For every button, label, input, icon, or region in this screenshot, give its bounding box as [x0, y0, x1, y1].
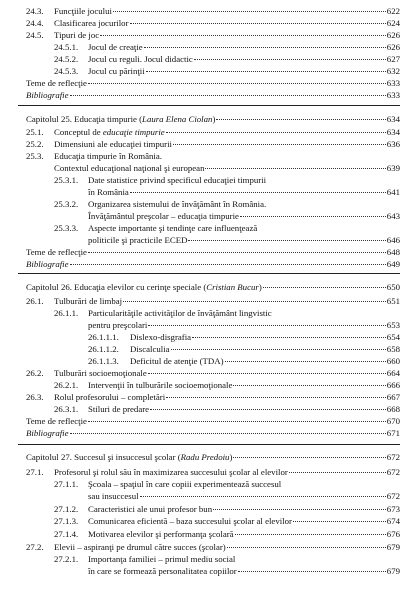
page-number: 668 — [386, 404, 400, 414]
section-number: 27.1.1. — [54, 479, 79, 489]
dot-leader — [192, 331, 386, 338]
dot-leader — [213, 503, 386, 510]
entry-title: Tipuri de joc — [54, 30, 100, 40]
page-number: 636 — [386, 139, 400, 149]
dot-leader — [130, 17, 386, 24]
page-number: 679 — [386, 566, 400, 576]
entry-title: Bibliografie — [26, 428, 69, 438]
toc-entry[interactable] — [54, 66, 400, 77]
toc-entry[interactable] — [26, 392, 400, 403]
entry-title: Organizarea sistemului de învăţământ în România. — [88, 199, 267, 209]
toc-entry-continuation[interactable] — [88, 187, 400, 198]
dot-leader — [88, 246, 386, 253]
dot-leader — [238, 565, 386, 572]
dot-leader — [70, 89, 386, 96]
dot-leader — [140, 490, 386, 497]
toc-entry[interactable] — [54, 529, 400, 540]
section-number: 27.2. — [26, 542, 44, 552]
entry-title: sau insuccesul — [88, 491, 139, 501]
toc-entry[interactable] — [54, 199, 266, 210]
dot-leader — [171, 343, 386, 350]
page-number: 672 — [386, 467, 400, 477]
entry-title: Intervenţii în tulburările socioemoţionale — [88, 380, 233, 390]
section-number: 26.1.1.1. — [88, 332, 119, 342]
section-number: 24.4. — [26, 18, 44, 28]
section-number: 26.2.1. — [54, 380, 79, 390]
entry-title: politicile şi practicile ECED — [88, 235, 188, 245]
toc-entry-continuation[interactable] — [88, 491, 400, 502]
page-number: 653 — [386, 320, 400, 330]
dot-leader — [173, 138, 386, 145]
page-number: 634 — [386, 114, 400, 124]
section-number: 24.5.2. — [54, 54, 79, 64]
dot-leader — [216, 113, 385, 120]
section-number: 24.5. — [26, 30, 44, 40]
entry-title: Discalculia — [130, 344, 170, 354]
dot-leader — [166, 126, 386, 133]
toc-entry[interactable] — [54, 380, 400, 391]
toc-entry[interactable] — [54, 223, 257, 234]
dot-leader — [113, 5, 386, 12]
entry-title: Dimensiuni ale educaţiei timpurii — [54, 139, 172, 149]
page-number: 643 — [386, 211, 400, 221]
page-number: 634 — [386, 127, 400, 137]
entry-title: Importanţa familiei – primul mediu social — [88, 554, 236, 564]
dot-leader — [70, 427, 386, 434]
page-number: 676 — [386, 529, 400, 539]
section-number: 27.1. — [26, 467, 44, 477]
page-number: 648 — [386, 247, 400, 257]
toc-entry-continuation[interactable] — [88, 320, 400, 331]
page-number: 679 — [386, 542, 400, 552]
entry-title: Rolul profesorului – completări — [54, 392, 166, 402]
section-number: 24.5.3. — [54, 66, 79, 76]
page-number: 658 — [386, 344, 400, 354]
toc-entry-continuation[interactable] — [88, 235, 400, 246]
section-divider — [18, 273, 400, 274]
page-number: 650 — [386, 282, 400, 292]
toc-entry[interactable] — [26, 78, 400, 89]
section-number: 25.2. — [26, 139, 44, 149]
toc-entry[interactable] — [54, 479, 281, 490]
chapter-title: Capitolul 25. Educaţia timpurie (Laura Elena Ciolan) — [26, 114, 216, 124]
page-number: 626 — [386, 30, 400, 40]
dot-leader — [150, 403, 386, 410]
entry-title: Teme de reflecţie — [26, 247, 87, 257]
entry-title: Clasificarea jocurilor — [54, 18, 129, 28]
dot-leader — [194, 53, 386, 60]
toc-entry[interactable] — [26, 416, 400, 427]
entry-title: Aspecte importante şi tendinţe care influenţează — [88, 223, 258, 233]
entry-title: Teme de reflecţie — [26, 416, 87, 426]
dot-leader — [166, 391, 386, 398]
page-number: 673 — [386, 504, 400, 514]
dot-leader — [100, 29, 386, 36]
page-number: 626 — [386, 42, 400, 52]
dot-leader — [148, 319, 385, 326]
toc-entry[interactable] — [54, 554, 235, 565]
page-number: 627 — [386, 54, 400, 64]
toc-entry[interactable] — [26, 6, 400, 17]
section-number: 26.1. — [26, 296, 44, 306]
section-number: 26.1.1.2. — [88, 344, 119, 354]
entry-title: Tulburări socioemoţionale — [54, 368, 147, 378]
toc-entry[interactable] — [26, 467, 400, 478]
toc-entry[interactable] — [54, 42, 400, 53]
entry-title: Particularităţile activităţilor de învăţământ lingvistic — [88, 308, 272, 318]
dot-leader — [233, 451, 385, 458]
section-number: 26.3.1. — [54, 404, 79, 414]
section-number: 25.1. — [26, 127, 44, 137]
section-divider — [18, 105, 400, 106]
entry-title: Bibliografie — [26, 90, 69, 100]
page-number: 664 — [386, 368, 400, 378]
entry-title: Bibliografie — [26, 259, 69, 269]
section-number: 25.3.3. — [54, 223, 79, 233]
entry-title: Stiluri de predare — [88, 404, 150, 414]
chapter-title: Capitolul 26. Educaţia elevilor cu cerinţe speciale (Cristian Bucur) — [26, 282, 262, 292]
toc-entry[interactable] — [54, 516, 400, 527]
section-number: 25.3.2. — [54, 199, 79, 209]
toc-entry[interactable] — [54, 308, 272, 319]
toc-entry[interactable] — [54, 404, 400, 415]
page-number: 633 — [386, 90, 400, 100]
entry-title: pentru preşcolari — [88, 320, 148, 330]
toc-entry[interactable] — [54, 504, 400, 515]
chapter-heading[interactable] — [26, 114, 400, 125]
toc-entry[interactable] — [26, 18, 400, 29]
dot-leader — [225, 355, 386, 362]
toc-entry[interactable] — [26, 30, 400, 41]
section-number: 27.1.2. — [54, 504, 79, 514]
page-number: 672 — [386, 452, 400, 462]
toc-entry-continuation[interactable] — [88, 566, 400, 577]
section-number: 27.2.1. — [54, 554, 79, 564]
section-number: 26.1.1. — [54, 308, 79, 318]
entry-title: Jocul cu părinţii — [88, 66, 145, 76]
entry-title: Jocul de creaţie — [88, 42, 143, 52]
section-number: 25.3.1. — [54, 175, 79, 185]
chapter-heading[interactable] — [26, 282, 400, 293]
entry-title: Jocul cu reguli. Jocul didactic — [88, 54, 193, 64]
page-number: 624 — [386, 18, 400, 28]
toc-entry[interactable] — [26, 151, 162, 162]
dot-leader — [289, 466, 386, 473]
entry-title: Profesorul şi rolul său în maximizarea succesului şcolar al elevilor — [54, 467, 288, 477]
dot-leader — [130, 186, 386, 193]
dot-leader — [233, 379, 385, 386]
entry-title: Contextul educaţional naţional şi european — [54, 163, 205, 173]
dot-leader — [240, 210, 386, 217]
entry-title: Comunicarea eficientă – baza succesului şcolar al elevilor — [88, 516, 292, 526]
chapter-heading[interactable] — [26, 452, 400, 463]
toc-entry[interactable] — [26, 90, 400, 101]
dot-leader — [88, 77, 386, 84]
dot-leader — [263, 281, 386, 288]
entry-title: Conceptul de educaţie timpurie — [54, 127, 165, 137]
chapter-title: Capitolul 27. Succesul şi insuccesul şcolar (Radu Predoiu) — [26, 452, 233, 462]
entry-title: Educaţia timpurie în România. — [54, 151, 162, 161]
toc-entry-continuation[interactable] — [88, 211, 400, 222]
page-number: 649 — [386, 259, 400, 269]
section-number: 24.5.1. — [54, 42, 79, 52]
toc-entry[interactable] — [26, 428, 400, 439]
entry-title: Şcoala – spaţiul în care copiii experimentează succesul — [88, 479, 282, 489]
toc-entry[interactable] — [26, 542, 400, 553]
page-number: 666 — [386, 380, 400, 390]
toc-entry[interactable] — [26, 139, 400, 150]
page-number: 672 — [386, 491, 400, 501]
toc-entry[interactable] — [54, 175, 266, 186]
entry-title: Date statistice privind specificul educaţiei timpurii — [88, 175, 267, 185]
entry-title: în România — [88, 187, 129, 197]
entry-title: Tulburări de limbaj — [54, 296, 123, 306]
dot-leader — [88, 415, 386, 422]
toc-entry[interactable] — [88, 356, 400, 367]
dot-leader — [123, 295, 386, 302]
page-number: 667 — [386, 392, 400, 402]
entry-title: Învăţământul preşcolar – educaţia timpurie — [88, 211, 239, 221]
section-number: 26.3. — [26, 392, 44, 402]
dot-leader — [148, 367, 386, 374]
toc-entry-continuation[interactable] — [54, 163, 400, 174]
page-number: 660 — [386, 356, 400, 366]
dot-leader — [70, 258, 386, 265]
page-number: 646 — [386, 235, 400, 245]
page-number: 674 — [386, 516, 400, 526]
entry-title: Motivarea elevilor şi performanţa şcolară — [88, 529, 234, 539]
section-number: 25.3. — [26, 151, 44, 161]
toc-entry[interactable] — [26, 259, 400, 270]
toc-entry[interactable] — [88, 344, 400, 355]
page-number: 670 — [386, 416, 400, 426]
dot-leader — [227, 541, 386, 548]
entry-title: Teme de reflecţie — [26, 78, 87, 88]
page-number: 654 — [386, 332, 400, 342]
toc-entry[interactable] — [26, 368, 400, 379]
dot-leader — [144, 41, 386, 48]
page-number: 633 — [386, 78, 400, 88]
dot-leader — [146, 65, 386, 72]
page-number: 651 — [386, 296, 400, 306]
toc-entry[interactable] — [26, 296, 400, 307]
dot-leader — [188, 234, 385, 241]
entry-title: Deficitul de atenţie (TDA) — [130, 356, 224, 366]
entry-title: în care se formează personalitatea copiilor — [88, 566, 237, 576]
page-number: 632 — [386, 66, 400, 76]
entry-title: Caracteristici ale unui profesor bun — [88, 504, 213, 514]
section-number: 26.1.1.3. — [88, 356, 119, 366]
section-number: 27.1.3. — [54, 516, 79, 526]
entry-title: Dislexo-disgrafia — [130, 332, 192, 342]
section-number: 26.2. — [26, 368, 44, 378]
page-number: 639 — [386, 163, 400, 173]
section-divider — [18, 444, 400, 445]
entry-title: Elevii – aspiranţi pe drumul către succes (şcolar) — [54, 542, 226, 552]
dot-leader — [205, 162, 385, 169]
toc-entry[interactable] — [26, 127, 400, 138]
toc-entry[interactable] — [88, 332, 400, 343]
page-number: 641 — [386, 187, 400, 197]
dot-leader — [235, 528, 386, 535]
section-number: 24.3. — [26, 6, 44, 16]
page-number: 671 — [386, 428, 400, 438]
toc-entry[interactable] — [54, 54, 400, 65]
section-number: 27.1.4. — [54, 529, 79, 539]
dot-leader — [293, 515, 386, 522]
toc-entry[interactable] — [26, 247, 400, 258]
page-number: 622 — [386, 6, 400, 16]
entry-title: Funcţiile jocului — [54, 6, 112, 16]
